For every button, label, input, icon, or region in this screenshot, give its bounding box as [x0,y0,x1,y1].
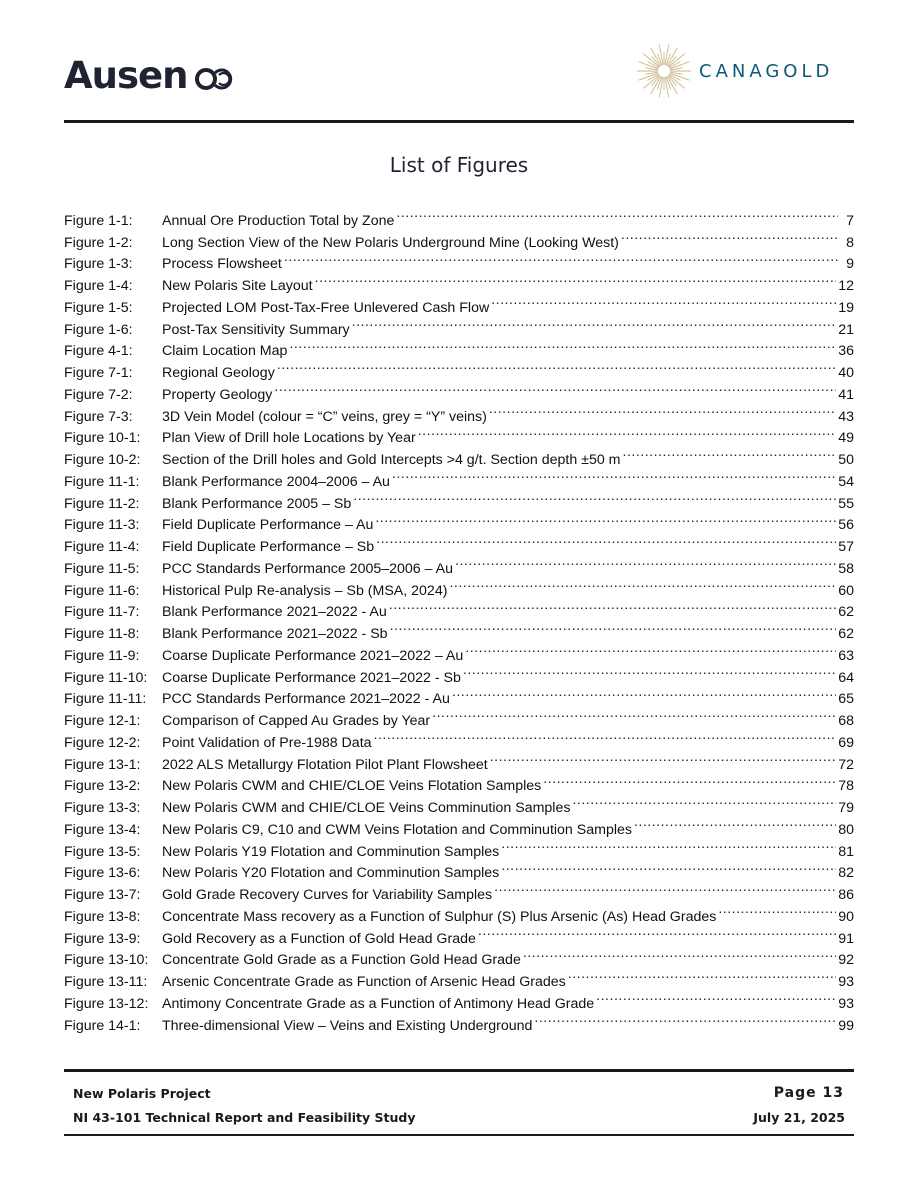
dot-leader [491,290,836,312]
dot-leader [478,921,836,943]
figure-number: Figure 13-12: [64,995,149,1012]
sunburst-ray [643,54,659,67]
figure-number: Figure 10-1: [64,430,141,447]
ausenco-logo-mark-icon [194,67,236,91]
figure-title: Blank Performance 2004–2006 – Au [162,473,390,490]
page-header [0,0,918,124]
figure-page-number: 80 [838,821,854,838]
dot-leader [501,856,836,878]
figure-page-number: 40 [838,365,854,381]
dot-leader [418,421,837,443]
figure-title: 2022 ALS Metallurgy Flotation Pilot Plant Flowsheet [162,756,488,773]
figure-number: Figure 11-8: [64,626,140,642]
dot-leader [396,203,838,225]
figure-title: Gold Grade Recovery Curves for Variability Samples [162,887,493,903]
dot-leader [465,638,836,660]
figure-title: Historical Pulp Re-analysis – Sb (MSA, 2024) [162,582,448,599]
figure-title: Claim Location Map [162,343,288,360]
figure-page-number: 90 [838,908,854,925]
dot-leader [489,399,836,421]
figure-title: PCC Standards Performance 2021–2022 - Au [162,691,450,708]
figure-number: Figure 13-1: [64,756,141,773]
figure-title: Concentrate Gold Grade as a Function Gold Head Grade [162,952,521,969]
dot-leader [449,573,836,595]
figure-title: Property Geology [162,386,273,403]
dot-leader [277,355,836,377]
figure-number: Figure 4-1: [64,343,133,360]
dot-leader [353,486,836,508]
dot-leader [523,943,836,965]
figure-page-number: 55 [838,495,854,512]
figure-page-number: 92 [838,952,854,969]
figure-page-number: 62 [838,604,854,621]
figure-title: Field Duplicate Performance – Au [162,517,374,534]
figure-number: Figure 11-4: [64,539,140,555]
figure-number: Figure 11-11: [64,691,147,708]
footer-date: July 21, 2025 [753,1110,845,1125]
sunburst-ray [669,54,685,67]
figure-number: Figure 11-7: [64,604,140,621]
figure-number: Figure 7-2: [64,386,133,403]
figure-number: Figure 1-6: [64,321,133,338]
toc-entry[interactable] [64,203,854,229]
figure-page-number: 50 [838,452,854,468]
figure-page-number: 81 [838,843,854,860]
figure-number: Figure 1-5: [64,299,133,316]
figure-page-number: 78 [838,778,854,795]
ausenco-logo-wordmark: Ausen [64,54,188,97]
footer-divider-top [64,1069,854,1072]
figure-title: Coarse Duplicate Performance 2021–2022 - Sb [162,669,461,686]
figure-page-number: 99 [838,1017,854,1034]
figure-number: Figure 11-9: [64,647,140,664]
dot-leader [315,268,837,290]
figure-page-number: 58 [838,560,854,577]
figure-title: Point Validation of Pre-1988 Data [162,734,372,751]
figure-page-number: 49 [838,430,854,447]
page-title: List of Figures [389,153,529,177]
figure-number: Figure 1-4: [64,278,133,294]
figure-number: Figure 13-3: [64,800,141,816]
dot-leader [572,790,836,812]
figure-title: Post-Tax Sensitivity Summary [162,321,350,338]
dot-leader [389,595,836,617]
footer-project-name: New Polaris Project [73,1086,211,1101]
dot-leader [534,1008,836,1030]
figure-number: Figure 13-5: [64,843,141,860]
figure-page-number: 43 [838,408,854,425]
dot-leader [568,964,836,986]
figure-title: Plan View of Drill hole Locations by Year [162,430,416,447]
dot-leader [376,529,836,551]
figure-title: Projected LOM Post-Tax-Free Unlevered Cash Flow [162,299,490,316]
dot-leader [390,616,837,638]
figure-title: Blank Performance 2021–2022 - Au [162,604,387,621]
dot-leader [284,247,838,269]
figure-number: Figure 11-10: [64,669,148,686]
dot-leader [452,682,836,704]
figure-page-number: 12 [838,278,854,294]
figure-title: Gold Recovery as a Function of Gold Head Grade [162,930,476,947]
figure-number: Figure 14-1: [64,1017,141,1034]
figure-page-number: 36 [838,343,854,360]
figure-number: Figure 13-10: [64,952,149,969]
figure-page-number: 93 [838,995,854,1012]
figure-page-number: 7 [846,212,854,229]
figure-page-number: 57 [838,539,854,555]
figure-page-number: 19 [838,299,854,316]
figure-number: Figure 11-2: [64,495,140,512]
figure-number: Figure 13-7: [64,887,141,903]
figure-title: Arsenic Concentrate Grade as Function of Arsenic Head Grades [162,974,566,990]
figure-number: Figure 11-3: [64,517,140,534]
figure-number: Figure 13-11: [64,974,148,990]
figure-number: Figure 10-2: [64,452,141,468]
dot-leader [623,442,837,464]
dot-leader [392,464,836,486]
figure-page-number: 63 [838,647,854,664]
figure-page-number: 91 [838,930,854,947]
figure-title: 3D Vein Model (colour = “C” veins, grey = “Y” veins) [162,408,487,425]
figure-number: Figure 11-1: [64,473,140,490]
sunburst-icon [636,41,692,101]
figure-page-number: 8 [846,234,854,251]
figure-number: Figure 7-3: [64,408,133,425]
figure-page-number: 41 [838,386,854,403]
figure-title: New Polaris Y19 Flotation and Comminution Samples [162,843,500,860]
dot-leader [718,899,836,921]
figure-number: Figure 1-3: [64,256,133,273]
dot-leader [455,551,836,573]
figure-page-number: 21 [838,321,854,338]
dot-leader [375,508,836,530]
canagold-logo-text: CANAGOLD [699,61,834,82]
figure-page-number: 64 [838,669,854,686]
figure-page-number: 68 [838,713,854,729]
figure-page-number: 9 [846,256,854,273]
dot-leader [634,812,836,834]
figure-page-number: 54 [838,473,854,490]
dot-leader [596,986,836,1008]
figure-number: Figure 1-1: [64,212,133,229]
figure-page-number: 86 [838,887,854,903]
figure-title: New Polaris C9, C10 and CWM Veins Flotation and Comminution Samples [162,821,632,838]
dot-leader [374,725,837,747]
dot-leader [543,769,836,791]
figure-title: New Polaris Site Layout [162,278,313,294]
list-of-figures [64,203,854,1034]
dot-leader [621,225,838,247]
figure-number: Figure 13-6: [64,865,141,882]
figure-title: Section of the Drill holes and Gold Intercepts >4 g/t. Section depth ±50 m [162,452,621,468]
figure-page-number: 79 [838,800,854,816]
ausenco-logo [64,50,187,102]
figure-number: Figure 12-2: [64,734,141,751]
figure-page-number: 93 [838,974,854,990]
figure-title: Antimony Concentrate Grade as a Function of Antimony Head Grade [162,995,595,1012]
dot-leader [494,877,836,899]
figure-title: Long Section View of the New Polaris Underground Mine (Looking West) [162,234,619,251]
figure-title: Annual Ore Production Total by Zone [162,212,395,229]
figure-page-number: 56 [838,517,854,534]
figure-title: New Polaris CWM and CHIE/CLOE Veins Comminution Samples [162,800,571,816]
dot-leader [289,334,836,356]
footer-divider-bottom [64,1134,854,1136]
figure-title: Coarse Duplicate Performance 2021–2022 – Au [162,647,464,664]
figure-page-number: 60 [838,582,854,599]
figure-title: New Polaris Y20 Flotation and Comminution Samples [162,865,500,882]
figure-title: Regional Geology [162,365,275,381]
figure-number: Figure 13-2: [64,778,141,795]
figure-title: Blank Performance 2005 – Sb [162,495,352,512]
dot-leader [463,660,836,682]
dot-leader [274,377,836,399]
figure-page-number: 69 [838,734,854,751]
figure-page-number: 72 [838,756,854,773]
sunburst-ray [643,75,659,88]
figure-number: Figure 12-1: [64,713,141,729]
footer-report-title: NI 43-101 Technical Report and Feasibility Study [73,1110,416,1125]
dot-leader [490,747,837,769]
figure-number: Figure 13-9: [64,930,141,947]
sunburst-ray [669,75,685,88]
dot-leader [352,312,837,334]
header-divider [64,120,854,123]
figure-title: New Polaris CWM and CHIE/CLOE Veins Flotation Samples [162,778,542,795]
figure-title: Process Flowsheet [162,256,282,273]
figure-number: Figure 1-2: [64,234,133,251]
dot-leader [432,703,836,725]
figure-number: Figure 11-6: [64,582,140,599]
footer-page-number: Page 13 [773,1085,844,1101]
figure-page-number: 62 [838,626,854,642]
dot-leader [501,834,836,856]
figure-title: Concentrate Mass recovery as a Function of Sulphur (S) Plus Arsenic (As) Head Grades [162,908,717,925]
figure-title: Three-dimensional View – Veins and Existing Underground [162,1017,533,1034]
figure-number: Figure 11-5: [64,560,140,577]
figure-page-number: 65 [838,691,854,708]
figure-title: Comparison of Capped Au Grades by Year [162,713,431,729]
figure-number: Figure 7-1: [64,365,133,381]
figure-title: PCC Standards Performance 2005–2006 – Au [162,560,454,577]
figure-number: Figure 13-8: [64,908,141,925]
figure-page-number: 82 [838,865,854,882]
figure-number: Figure 13-4: [64,821,141,838]
figure-title: Blank Performance 2021–2022 - Sb [162,626,388,642]
figure-title: Field Duplicate Performance – Sb [162,539,375,555]
